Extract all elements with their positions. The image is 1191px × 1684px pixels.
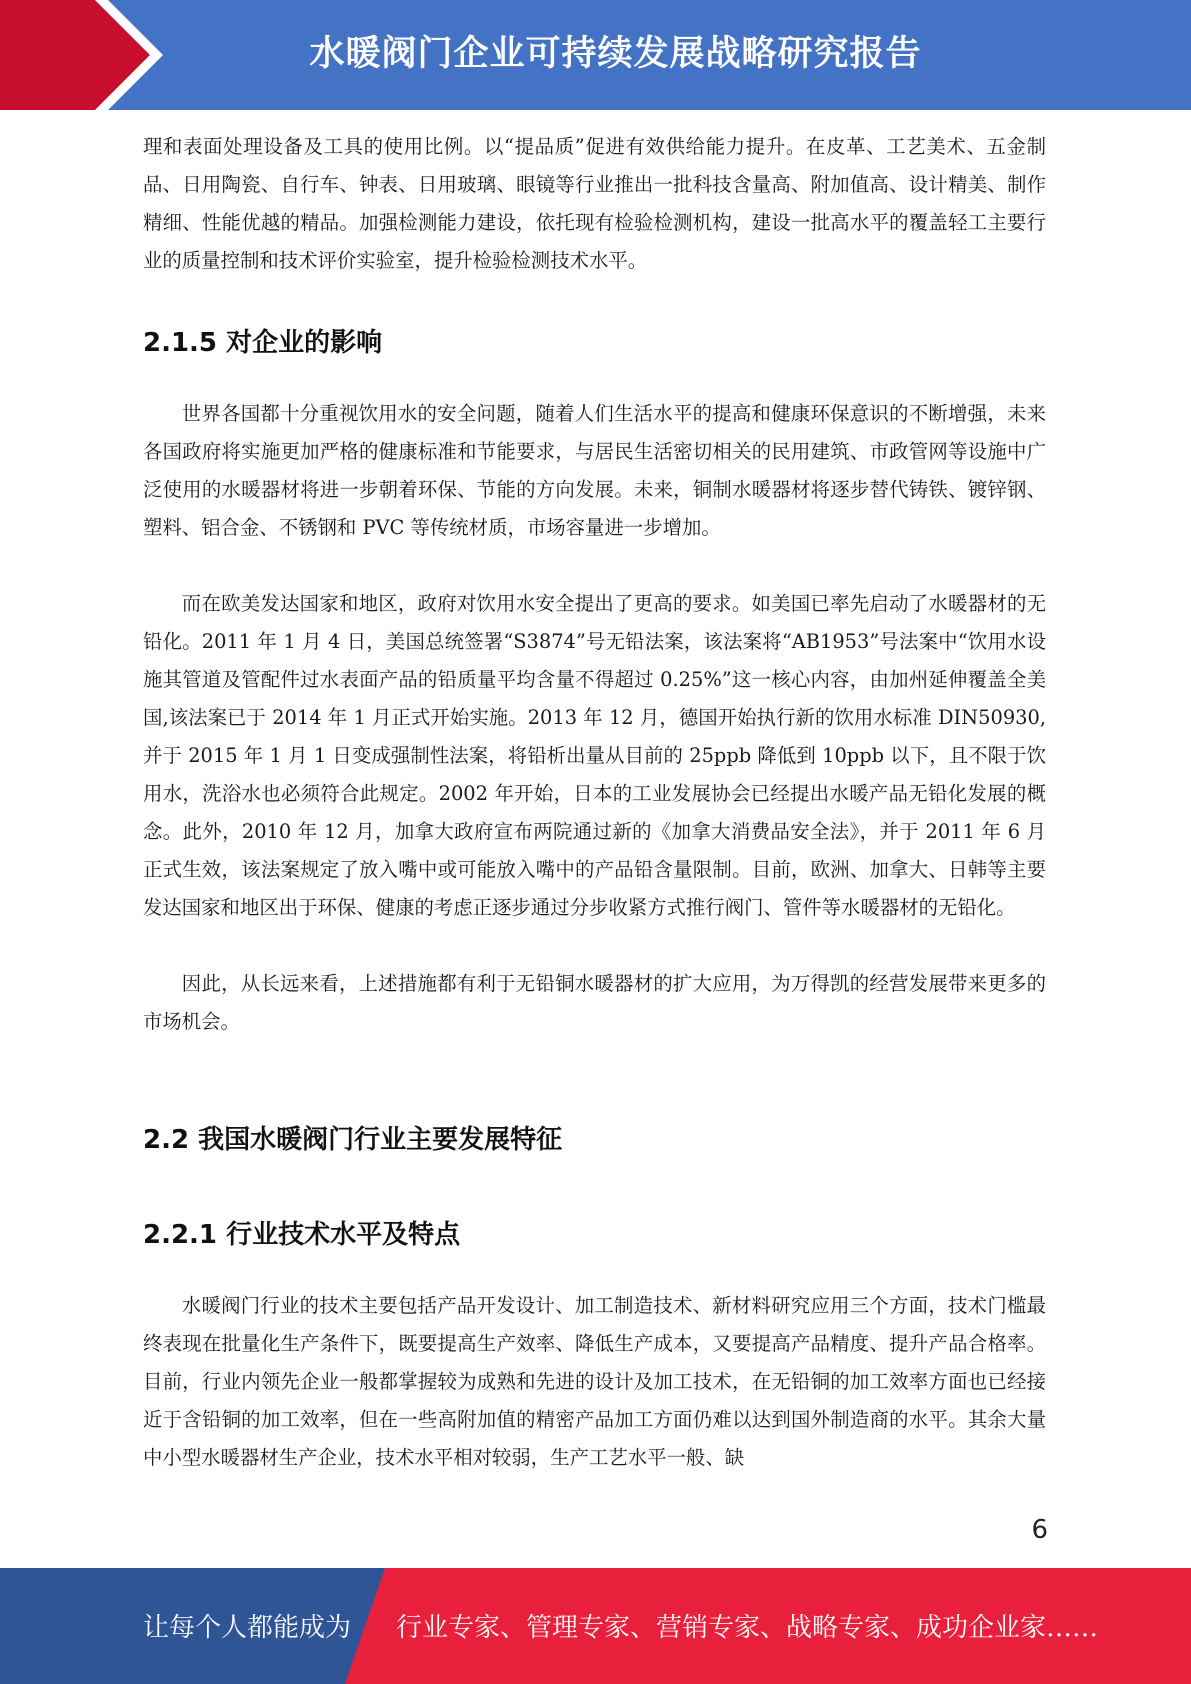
paragraph: 因此，从长远来看，上述措施都有利于无铅铜水暖器材的扩大应用，为万得凯的经营发展带来更多的市场机会。 [143,972,1046,1033]
paragraph: 世界各国都十分重视饮用水的安全问题，随着人们生活水平的提高和健康环保意识的不断增强，未来各国政府将实施更加严格的健康标准和节能要求，与居民生活密切相关的民用建筑、市政管网等设施中广泛使用的水暖器材将进一步朝着环保、节能的方向发展。未来，铜制水暖器材将逐步替代铸铁、镀锌钢、塑料、铝合金、不锈钢和 PVC 等传统材质，市场容量进一步增加。 [143,402,1046,539]
page-header [0,0,1191,110]
footer-slogan-left: 让每个人都能成为 [143,1613,352,1643]
page-content [143,128,1046,1477]
section-heading-2-1-5: 2.1.5 对企业的影响 [143,328,383,358]
paragraph: 理和表面处理设备及工具的使用比例。以“提品质”促进有效供给能力提升。在皮革、工艺美术、五金制品、日用陶瓷、自行车、钟表、日用玻璃、眼镜等行业推出一批科技含量高、附加值高、设计精美、制作精细、性能优越的精品。加强检测能力建设，依托现有检验检测机构，建设一批高水平的覆盖轻工主要行业的质量控制和技术评价实验室，提升检验检测技术水平。 [143,135,1046,272]
page-footer [0,1568,1191,1684]
footer-slogan-right: 行业专家、管理专家、营销专家、战略专家、成功企业家…… [396,1613,1099,1643]
paragraph: 水暖阀门行业的技术主要包括产品开发设计、加工制造技术、新材料研究应用三个方面，技术门槛最终表现在批量化生产条件下，既要提高生产效率、降低生产成本，又要提高产品精度、提升产品合格率。目前，行业内领先企业一般都掌握较为成熟和先进的设计及加工技术，在无铅铜的加工效率方面也已经接近于含铅铜的加工效率，但在一些高附加值的精密产品加工方面仍难以达到国外制造商的水平。其余大量中小型水暖器材生产企业，技术水平相对较弱，生产工艺水平一般、缺 [143,1294,1046,1469]
paragraph: 而在欧美发达国家和地区，政府对饮用水安全提出了更高的要求。如美国已率先启动了水暖器材的无铅化。2011 年 1 月 4 日，美国总统签署“S3874”号无铅法案，该法案将“AB1953”号法案中“饮用水设施其管道及管配件过水表面产品的铅质量平均含量不得超过 0.25%”这一核心内容，由加州延伸覆盖全美国,该法案已于 2014 年 1 月正式开始实施。2013 年 12 月，德国开始执行新的饮用水标准 DIN50930,并于 2015 年 1 月 1 日变成强制性法案，将铅析出量从目前的 25ppb 降低到 10ppb 以下，且不限于饮用水，洗浴水也必须符合此规定。2002 年开始，日本的工业发展协会已经提出水暖产品无铅化发展的概念。此外，2010 年 12 月，加拿大政府宣布两院通过新的《加拿大消费品安全法》，并于 2011 年 6 月正式生效，该法案规定了放入嘴中或可能放入嘴中的产品铅含量限制。目前，欧洲、加拿大、日韩等主要发达国家和地区出于环保、健康的考虑正逐步通过分步收紧方式推行阀门、管件等水暖器材的无铅化。 [143,592,1046,919]
page-number: 6 [1031,1515,1048,1545]
section-heading-2-2-1: 2.2.1 行业技术水平及特点 [143,1220,461,1250]
section-heading-2-2: 2.2 我国水暖阀门行业主要发展特征 [143,1125,563,1155]
report-title: 水暖阀门企业可持续发展战略研究报告 [309,34,922,74]
